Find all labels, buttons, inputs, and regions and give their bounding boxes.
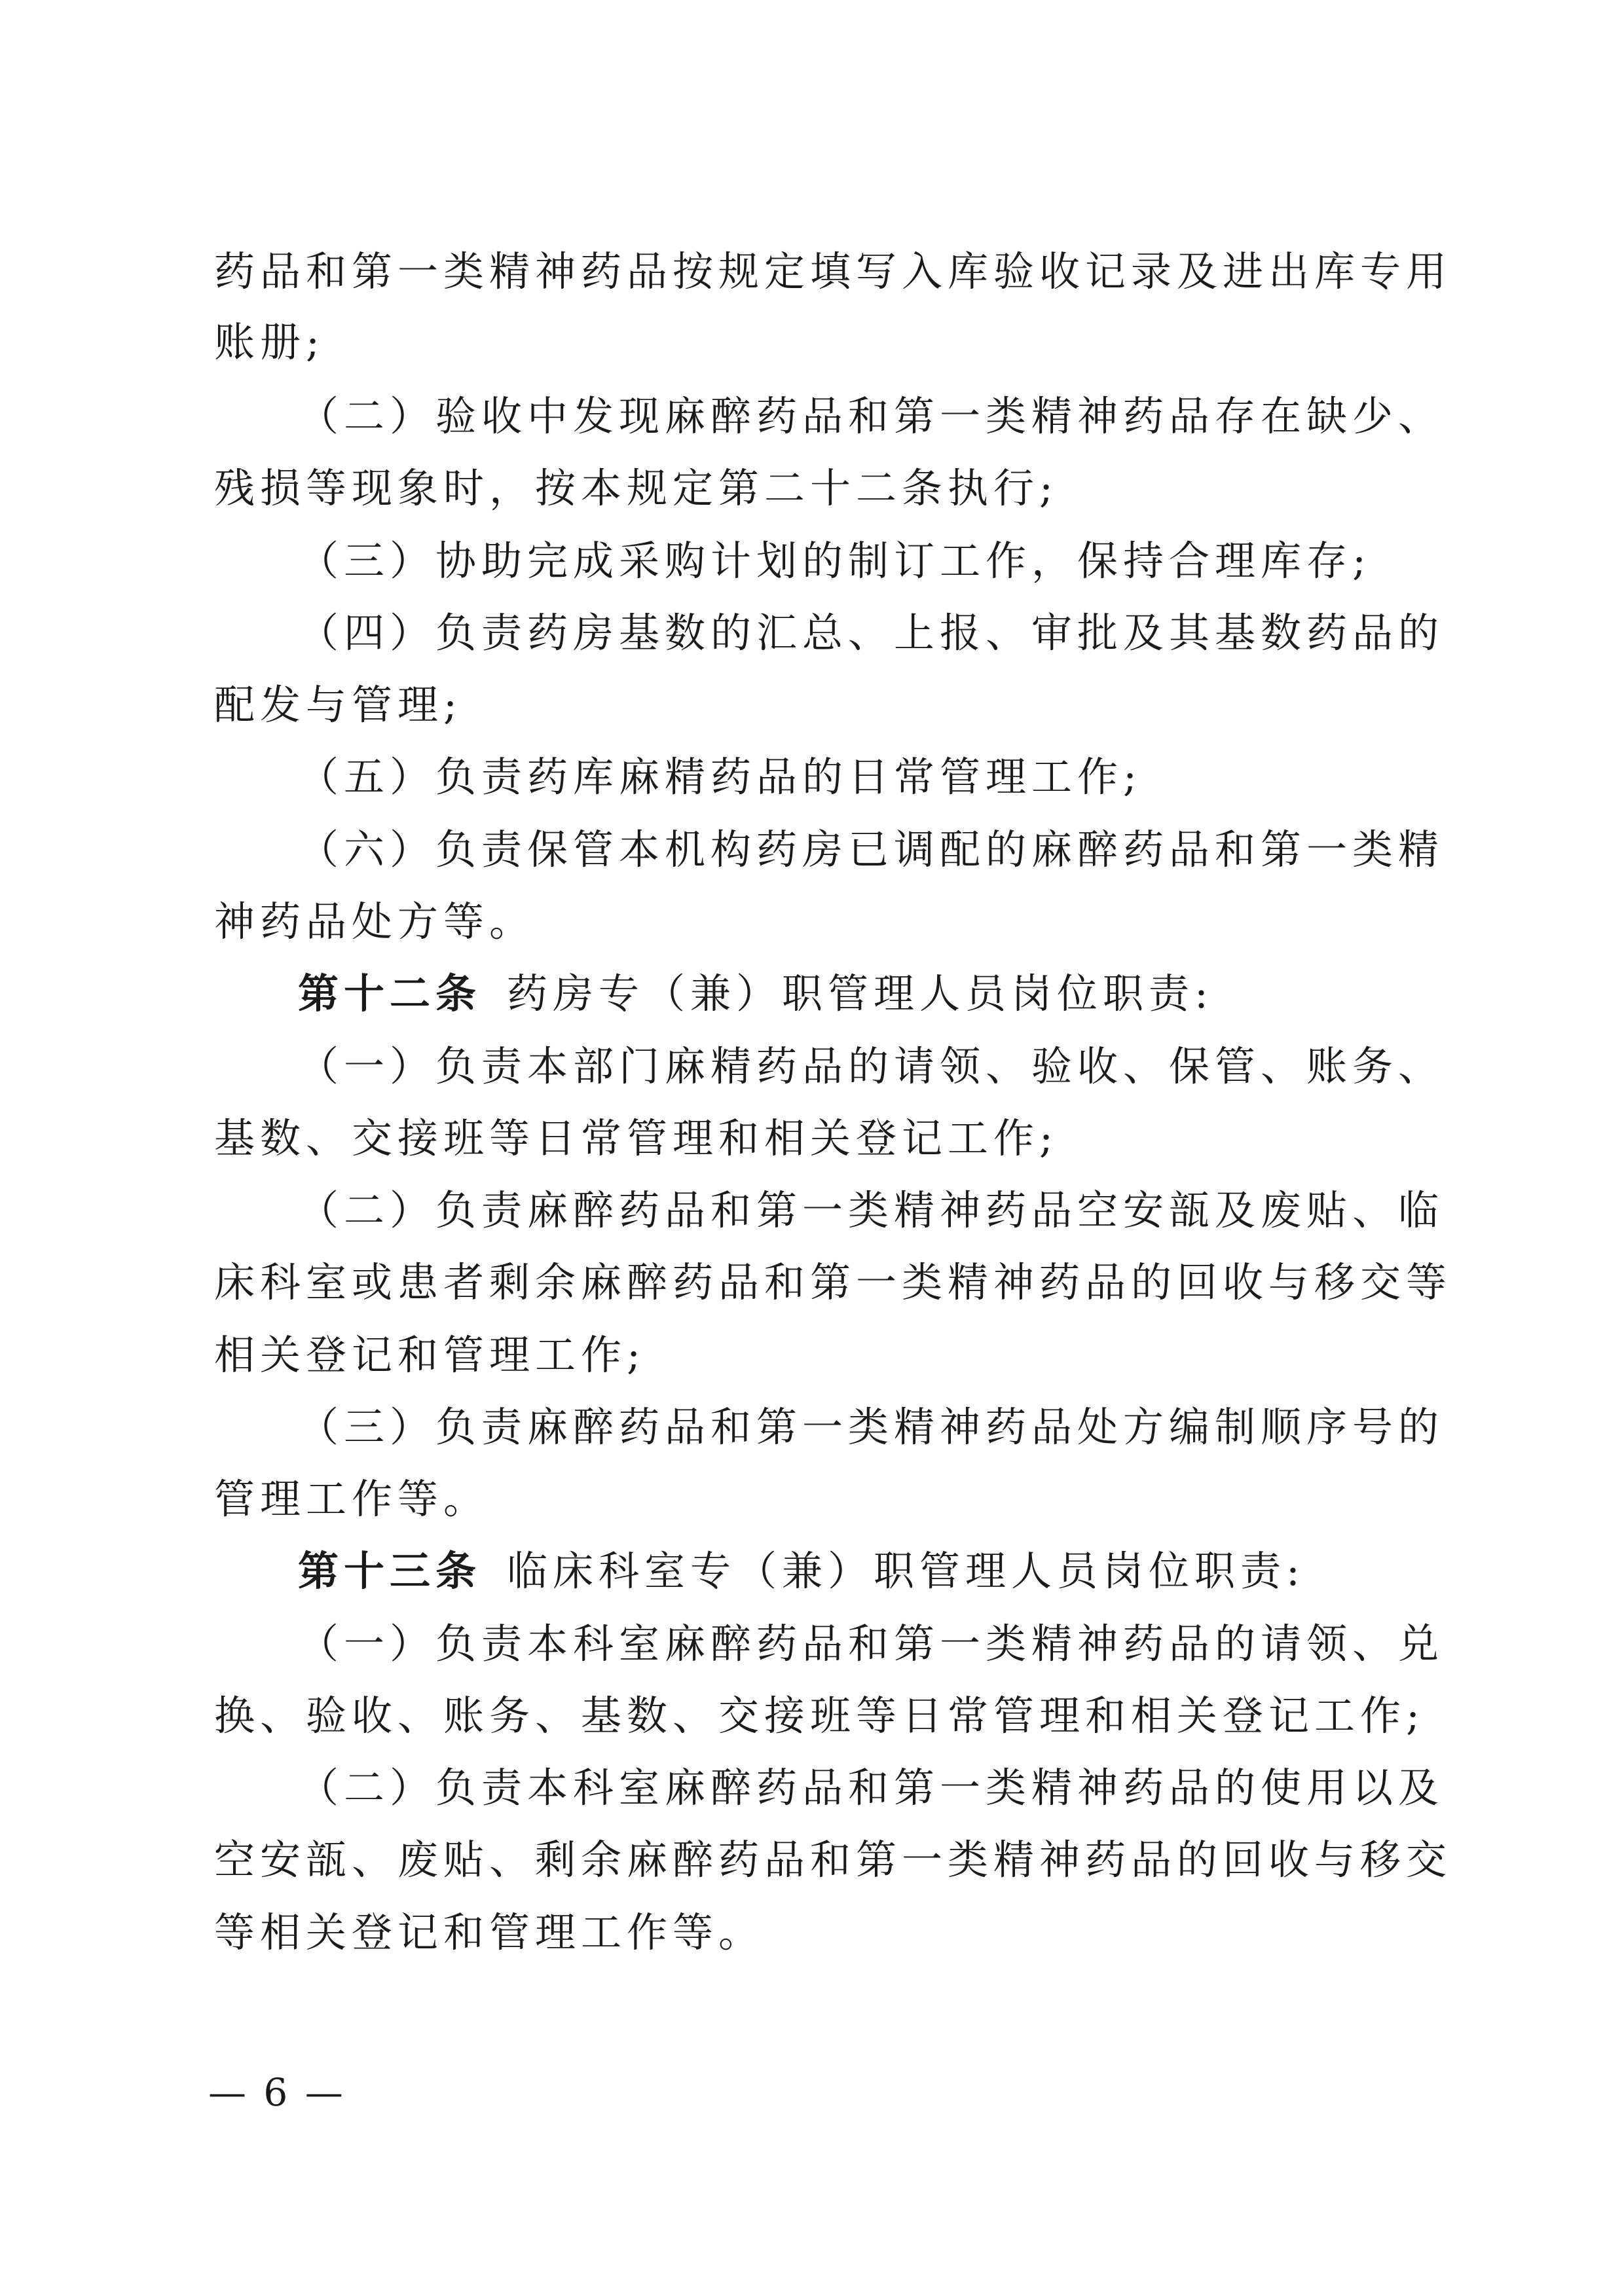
list-item: （三）负责麻醉药品和第一类精神药品处方编制顺序号的: [298, 1403, 1445, 1451]
body-line: 药品和第一类精神药品按规定填写入库验收记录及进出库专用: [214, 247, 1452, 295]
list-item: （六）负责保管本机构药房已调配的麻醉药品和第一类精: [298, 826, 1445, 873]
body-line: 床科室或患者剩余麻醉药品和第一类精神药品的回收与移交等: [214, 1258, 1452, 1306]
list-item: （一）负责本科室麻醉药品和第一类精神药品的请领、兑: [298, 1620, 1445, 1667]
article-number: 第十三条: [298, 1547, 482, 1595]
list-item: （三）协助完成采购计划的制订工作，保持合理库存;: [298, 537, 1371, 585]
article-spacer: [481, 1547, 507, 1595]
article-heading: [298, 968, 1393, 1020]
list-item: （一）负责本部门麻精药品的请领、验收、保管、账务、: [298, 1042, 1445, 1090]
body-line: 配发与管理;: [214, 681, 462, 729]
article-title: 药房专（兼）职管理人员岗位职责:: [507, 970, 1213, 1017]
article-title: 临床科室专（兼）职管理人员岗位职责:: [507, 1547, 1305, 1595]
body-line: 换、验收、账务、基数、交接班等日常管理和相关登记工作;: [214, 1692, 1425, 1740]
list-item: （五）负责药库麻精药品的日常管理工作;: [298, 753, 1142, 801]
list-item: （四）负责药房基数的汇总、上报、审批及其基数药品的: [298, 609, 1445, 657]
body-line: 管理工作等。: [214, 1475, 490, 1523]
page-number: — 6 —: [208, 2070, 346, 2115]
body-line: 账册;: [214, 318, 325, 366]
body-line: 基数、交接班等日常管理和相关登记工作;: [214, 1114, 1058, 1162]
article-heading: [298, 1545, 1393, 1597]
list-item: （二）验收中发现麻醉药品和第一类精神药品存在缺少、: [298, 392, 1445, 440]
body-line: 相关登记和管理工作;: [214, 1331, 646, 1379]
body-line: 残损等现象时，按本规定第二十二条执行;: [214, 464, 1058, 512]
list-item: （二）负责麻醉药品和第一类精神药品空安瓿及废贴、临: [298, 1186, 1445, 1234]
body-line: 神药品处方等。: [214, 898, 536, 945]
body-line: 等相关登记和管理工作等。: [214, 1908, 765, 1956]
body-line: 空安瓿、废贴、剩余麻醉药品和第一类精神药品的回收与移交: [214, 1836, 1452, 1884]
list-item: （二）负责本科室麻醉药品和第一类精神药品的使用以及: [298, 1764, 1445, 1812]
article-spacer: [481, 970, 507, 1017]
article-number: 第十二条: [298, 970, 482, 1017]
